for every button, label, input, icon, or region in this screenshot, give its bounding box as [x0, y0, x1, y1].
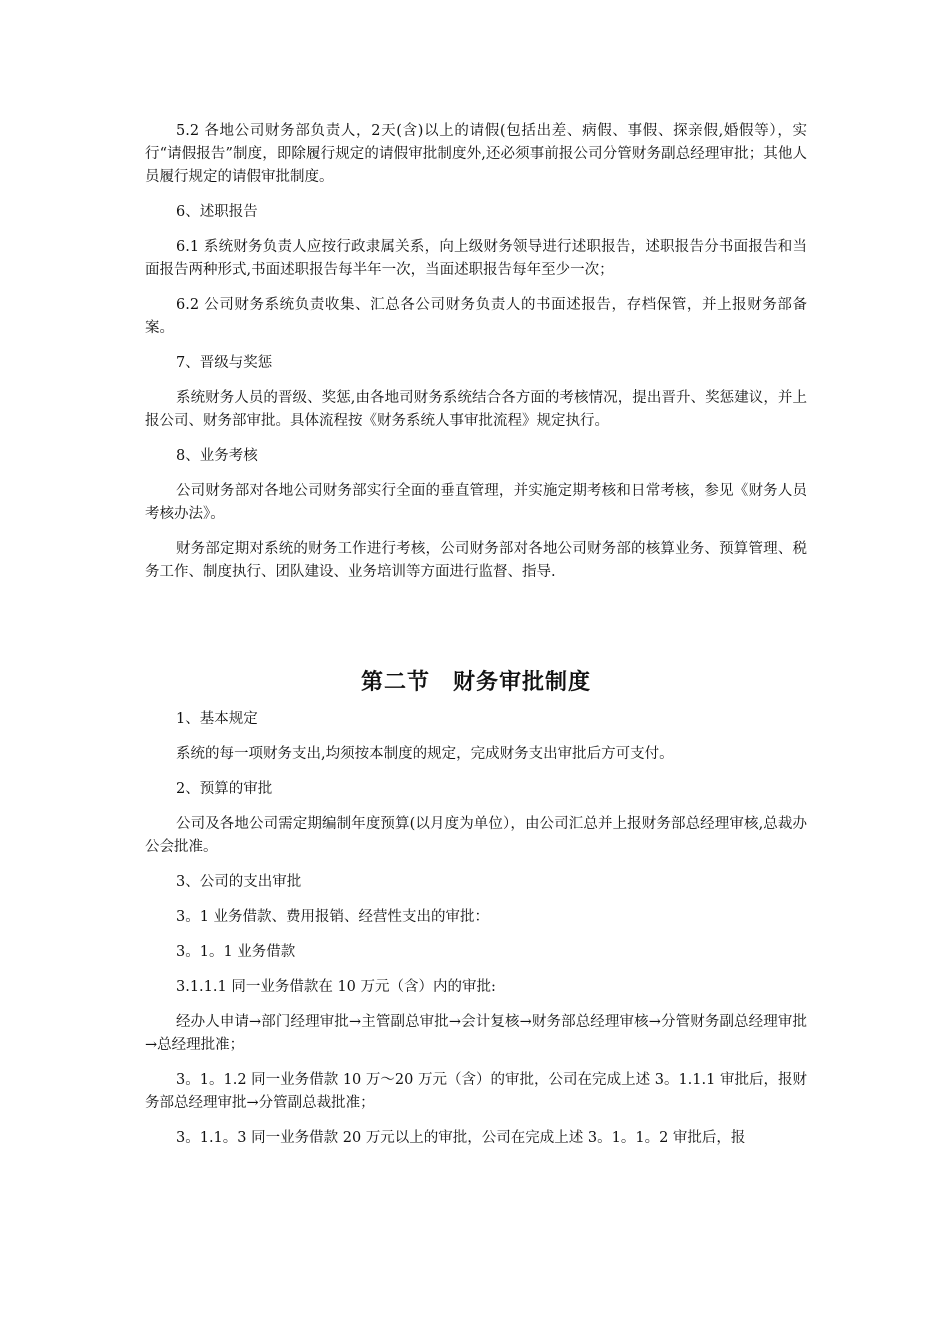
heading-business-assessment: 8、业务考核	[176, 448, 258, 464]
heading-expense-approval: 3、公司的支出审批	[176, 874, 302, 890]
heading-promotion-rewards: 7、晋级与奖惩	[176, 355, 273, 371]
paragraph-3-1-1-2: 3。1。1.2 同一业务借款 10 万～20 万元（含）的审批，公司在完成上述 3。1.1.1 审批后，报财务部总经理审批→分管副总裁批准；	[145, 1072, 807, 1111]
heading-debriefing-report: 6、述职报告	[176, 204, 258, 220]
document-page	[145, 120, 807, 1162]
paragraph-basic-rules: 系统的每一项财务支出,均须按本制度的规定，完成财务支出审批后方可支付。	[176, 746, 674, 762]
section-title: 第二节 财务审批制度	[360, 670, 591, 695]
paragraph-6-2: 6.2 公司财务系统负责收集、汇总各公司财务负责人的书面述报告，存档保管，并上报财务部备案。	[145, 297, 807, 336]
paragraph-5-2: 5.2 各地公司财务部负责人，2天(含)以上的请假(包括出差、病假、事假、探亲假,婚假等），实行“请假报告”制度，即除履行规定的请假审批制度外,还必须事前报公司分管财务副总经理审批；其他人员履行规定的请假审批制度。	[145, 123, 807, 185]
paragraph-8-2: 财务部定期对系统的财务工作进行考核，公司财务部对各地公司财务部的核算业务、预算管理、税务工作、制度执行、团队建设、业务培训等方面进行监督、指导.	[145, 541, 807, 580]
paragraph-3-1-1: 3。1。1 业务借款	[176, 944, 296, 960]
heading-budget-approval: 2、预算的审批	[176, 781, 273, 797]
paragraph-3-1-1-1: 3.1.1.1 同一业务借款在 10 万元（含）内的审批:	[176, 979, 496, 995]
paragraph-3-1: 3。1 业务借款、费用报销、经营性支出的审批：	[176, 909, 490, 925]
paragraph-3-1-1-3: 3。1.1。3 同一业务借款 20 万元以上的审批，公司在完成上述 3。1。1。2 审批后，报	[176, 1130, 746, 1146]
paragraph-6-1: 6.1 系统财务负责人应按行政隶属关系，向上级财务领导进行述职报告，述职报告分书面报告和当面报告两种形式,书面述职报告每半年一次，当面述职报告每年至少一次；	[145, 239, 807, 278]
paragraph-7: 系统财务人员的晋级、奖惩,由各地司财务系统结合各方面的考核情况，提出晋升、奖惩建议，并上报公司、财务部审批。具体流程按《财务系统人事审批流程》规定执行。	[145, 390, 807, 429]
paragraph-budget-approval: 公司及各地公司需定期编制年度预算(以月度为单位），由公司汇总并上报财务部总经理审核,总裁办公会批准。	[145, 816, 807, 855]
paragraph-8-1: 公司财务部对各地公司财务部实行全面的垂直管理，并实施定期考核和日常考核，参见《财务人员考核办法》。	[145, 483, 807, 522]
heading-basic-rules: 1、基本规定	[176, 711, 258, 727]
paragraph-approval-flow: 经办人申请→部门经理审批→主管副总审批→会计复核→财务部总经理审核→分管财务副总经理审批→总经理批准；	[145, 1014, 807, 1053]
